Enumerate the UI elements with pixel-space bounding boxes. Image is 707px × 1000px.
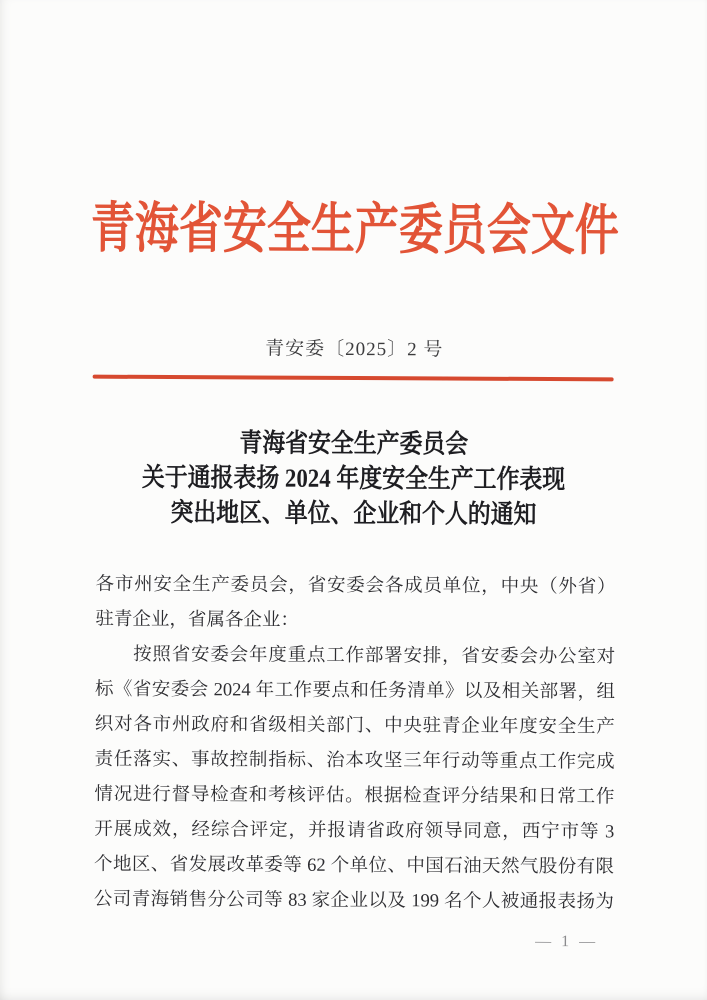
- body-line: 公司青海销售分公司等 83 家企业以及 199 名个人被通报表扬为: [93, 889, 614, 913]
- document-header-title: 青海省安全生产委员会文件: [90, 197, 620, 262]
- page-number: — 1 —: [535, 932, 599, 951]
- body-line: 开展成效，经综合评定，并报请省政府领导同意，西宁市等 3: [94, 819, 615, 843]
- body-line: 织对各市州政府和省级相关部门、中央驻青企业年度安全生产: [94, 714, 615, 738]
- body-paragraph: [94, 638, 615, 921]
- notice-title-line: 青海省安全生产委员会: [239, 428, 469, 459]
- salutation: [95, 568, 615, 641]
- salutation-line: 各市州安全生产委员会，省安委会各成员单位，中央（外省）: [95, 574, 616, 598]
- document-number: 青安委〔2025〕2 号: [265, 338, 444, 361]
- body-line: 情况进行督导检查和考核评估。根据检查评分结果和日常工作: [94, 784, 615, 808]
- notice-title-line: 关于通报表扬 2024 年度安全生产工作表现: [141, 462, 566, 495]
- body-line: 个地区、省发展改革委等 62 个单位、中国石油天然气股份有限: [94, 854, 615, 878]
- notice-title-line: 突出地区、单位、企业和个人的通知: [170, 498, 537, 529]
- body-line: 责任落实、事故控制指标、治本攻坚三年行动等重点工作完成: [94, 749, 615, 773]
- salutation-line: 驻青企业，省属各企业：: [95, 609, 299, 631]
- red-separator-line: [93, 375, 614, 382]
- body-line: 标《省安委会 2024 年工作要点和任务清单》以及相关部署，组: [94, 679, 616, 703]
- notice-title: [42, 424, 665, 532]
- body-line: 按照省安委会年度重点工作部署安排，省安委会办公室对: [133, 644, 616, 668]
